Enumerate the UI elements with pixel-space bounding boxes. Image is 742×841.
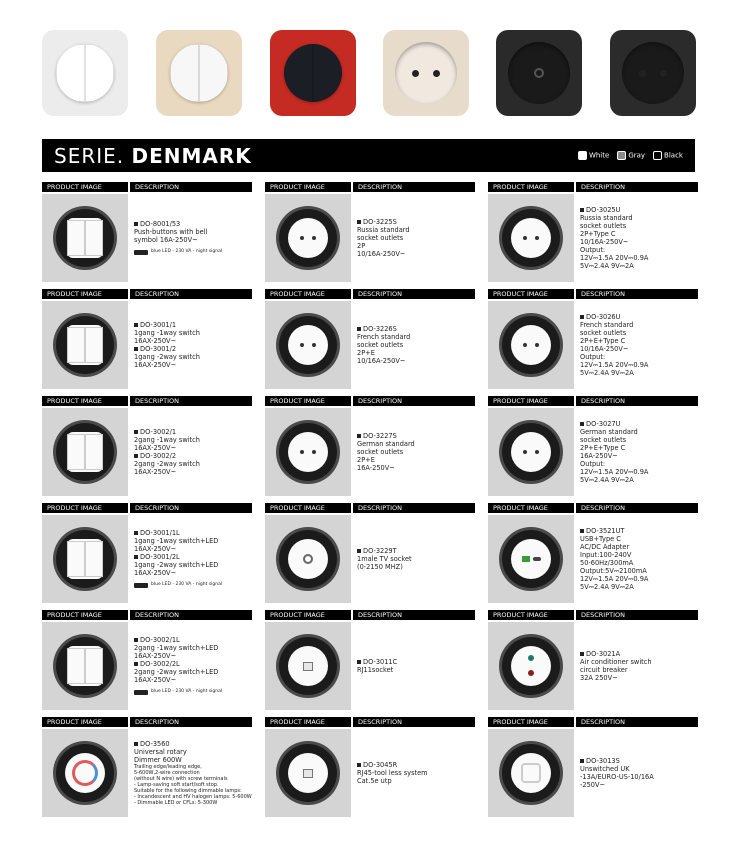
device-frame — [502, 423, 560, 481]
legend-white: White — [578, 151, 609, 160]
tv-plate — [288, 539, 328, 579]
product-image-header: PRODUCT IMAGE — [488, 289, 574, 299]
product-code: DO-3560 — [134, 740, 252, 748]
spec-line: 10/16A-250V~ — [580, 345, 629, 353]
product-code: DO-3001/2 — [134, 345, 252, 353]
spec-line: 2P — [357, 242, 366, 250]
spec-line: 12V⎓1.5A 20V⎓0.9A — [580, 575, 649, 583]
product-image-header: PRODUCT IMAGE — [488, 396, 574, 406]
usb-plate — [511, 539, 551, 579]
legend-gray: Gray — [617, 151, 645, 160]
description-header: DESCRIPTION — [353, 610, 475, 620]
description-header: DESCRIPTION — [576, 182, 698, 192]
spec-line: Output:5V⎓2100mA — [580, 567, 647, 575]
spec-detail: 5-600W,2-wire connection — [134, 770, 200, 776]
double-plate — [67, 218, 103, 258]
spec-line: 2P+Type C — [580, 230, 616, 238]
product-description — [580, 622, 698, 710]
dimmer-plate — [65, 753, 105, 793]
spec-line: German standard — [357, 440, 415, 448]
product-cell — [488, 396, 698, 496]
spec-line: 16A-250V~ — [357, 464, 395, 472]
spec-line: 2P+E+Type C — [580, 337, 626, 345]
description-header: DESCRIPTION — [130, 289, 252, 299]
spec-line: French standard — [357, 333, 411, 341]
product-code: DO-3521UT — [580, 527, 698, 535]
product-cell — [265, 182, 475, 282]
product-image — [265, 729, 351, 817]
product-code: DO-3002/1 — [134, 428, 252, 436]
product-cell — [488, 503, 698, 603]
product-image-header: PRODUCT IMAGE — [488, 717, 574, 727]
spec-line: Input:100-240V — [580, 551, 632, 559]
product-cell — [42, 717, 252, 817]
product-code: DO-3227S — [357, 432, 475, 440]
product-description — [357, 408, 475, 496]
spec-line: socket outlets — [357, 448, 404, 456]
spec-line: socket outlets — [357, 234, 404, 242]
socket-face — [395, 42, 457, 104]
spec-line: 50-60Hz/300mA — [580, 559, 634, 567]
spec-line: 12V⎓1.5A 20V⎓0.9A — [580, 361, 649, 369]
product-code: DO-3027U — [580, 420, 698, 428]
product-image-header: PRODUCT IMAGE — [42, 610, 128, 620]
product-cell — [265, 503, 475, 603]
spec-line: 16AX-250V~ — [134, 444, 177, 452]
spec-line: Russia standard — [580, 214, 633, 222]
product-code: DO-3045R — [357, 761, 475, 769]
product-description — [580, 515, 698, 603]
product-image — [488, 408, 574, 496]
double-plate — [67, 432, 103, 472]
product-description — [580, 194, 698, 282]
led-module-icon — [134, 690, 148, 695]
spec-line: 32A 250V~ — [580, 674, 618, 682]
tv-face — [508, 42, 570, 104]
product-image-header: PRODUCT IMAGE — [265, 396, 351, 406]
product-code: DO-3002/2 — [134, 452, 252, 460]
product-image-header: PRODUCT IMAGE — [42, 289, 128, 299]
product-code: DO-3011C — [357, 658, 475, 666]
black-socket-image — [610, 30, 696, 116]
product-image-header: PRODUCT IMAGE — [265, 182, 351, 192]
product-cell — [42, 396, 252, 496]
product-image-header: PRODUCT IMAGE — [42, 396, 128, 406]
description-header: DESCRIPTION — [576, 289, 698, 299]
spec-line: circuit breaker — [580, 666, 628, 674]
socket-plate — [511, 218, 551, 258]
socket-plate — [288, 325, 328, 365]
spec-line: Output: — [580, 460, 606, 468]
product-image — [265, 194, 351, 282]
beige-double-switch-image — [156, 30, 242, 116]
product-image — [42, 622, 128, 710]
description-header: DESCRIPTION — [353, 289, 475, 299]
product-image-header: PRODUCT IMAGE — [42, 182, 128, 192]
spec-line: 16AX-250V~ — [134, 676, 177, 684]
product-description — [134, 515, 252, 603]
spec-line: 16AX-250V~ — [134, 569, 177, 577]
spec-line: 10/16A-250V~ — [357, 357, 406, 365]
product-cell — [488, 289, 698, 389]
product-cell — [265, 610, 475, 710]
double-plate — [67, 325, 103, 365]
product-cell — [488, 182, 698, 282]
product-description — [134, 301, 252, 389]
spec-line: 16AX-250V~ — [134, 337, 177, 345]
spec-line: socket outlets — [580, 329, 627, 337]
product-image-header: PRODUCT IMAGE — [42, 717, 128, 727]
description-header: DESCRIPTION — [353, 717, 475, 727]
socket-plate — [288, 218, 328, 258]
description-header: DESCRIPTION — [576, 717, 698, 727]
spec-line: 2gang -1way switch — [134, 436, 200, 444]
socket-plate — [511, 432, 551, 472]
product-image-header: PRODUCT IMAGE — [488, 503, 574, 513]
led-module-icon — [134, 583, 148, 588]
device-frame — [56, 209, 114, 267]
color-legend — [578, 151, 683, 160]
description-header: DESCRIPTION — [353, 396, 475, 406]
spec-line: Push-buttons with bell — [134, 228, 208, 236]
product-image — [42, 194, 128, 282]
product-description — [357, 194, 475, 282]
description-header: DESCRIPTION — [130, 717, 252, 727]
spec-line: 2gang -1way switch+LED — [134, 644, 219, 652]
spec-line: socket outlets — [580, 222, 627, 230]
switch-face — [56, 44, 114, 102]
spec-line: 1gang -1way switch+LED — [134, 537, 219, 545]
series-title — [54, 144, 252, 168]
switch-face — [170, 44, 228, 102]
product-cell — [265, 717, 475, 817]
device-frame — [56, 744, 114, 802]
device-frame — [279, 316, 337, 374]
product-image-header: PRODUCT IMAGE — [265, 717, 351, 727]
product-code: DO-8001/53 — [134, 220, 252, 228]
description-header: DESCRIPTION — [353, 503, 475, 513]
product-code: DO-3013S — [580, 757, 698, 765]
led-note: blue LED - 230 VA - night signal — [134, 688, 252, 696]
spec-line: Output: — [580, 246, 606, 254]
device-frame — [279, 209, 337, 267]
device-frame — [279, 530, 337, 588]
product-code: DO-3002/1L — [134, 636, 252, 644]
product-image — [488, 622, 574, 710]
product-image-header: PRODUCT IMAGE — [265, 610, 351, 620]
product-description — [134, 194, 252, 282]
spec-line: 5V⎓2.4A 9V⎓2A — [580, 369, 634, 377]
product-code: DO-3001/1L — [134, 529, 252, 537]
black-tv-socket-image — [496, 30, 582, 116]
description-header: DESCRIPTION — [576, 610, 698, 620]
description-header: DESCRIPTION — [130, 182, 252, 192]
device-frame — [56, 530, 114, 588]
spec-line: USB+Type C — [580, 535, 621, 543]
device-frame — [502, 209, 560, 267]
spec-line: 1gang -1way switch — [134, 329, 200, 337]
product-image-header: PRODUCT IMAGE — [265, 289, 351, 299]
product-image — [42, 729, 128, 817]
spec-line: 16AX-250V~ — [134, 545, 177, 553]
spec-line: -13A/EURO-US-10/16A — [580, 773, 654, 781]
spec-line: 10/16A-250V~ — [357, 250, 406, 258]
socket-plate — [288, 432, 328, 472]
led-note: blue LED - 230 VA - night signal — [134, 248, 252, 256]
product-image — [488, 729, 574, 817]
spec-line: French standard — [580, 321, 634, 329]
product-description — [580, 408, 698, 496]
product-code: DO-3026U — [580, 313, 698, 321]
spec-line: Unswitched UK — [580, 765, 630, 773]
description-header: DESCRIPTION — [576, 396, 698, 406]
spec-line: 10/16A-250V~ — [580, 238, 629, 246]
spec-detail: Suitable for the following dimmable lamps: — [134, 788, 242, 794]
product-image-header: PRODUCT IMAGE — [265, 503, 351, 513]
device-frame — [502, 637, 560, 695]
series-prefix: SERIE. — [54, 143, 125, 168]
spec-line: 16AX-250V~ — [134, 652, 177, 660]
spec-line: 2P+E — [357, 456, 375, 464]
description-header: DESCRIPTION — [576, 503, 698, 513]
product-cell — [42, 610, 252, 710]
spec-line: AC/DC Adapter — [580, 543, 630, 551]
product-description — [357, 622, 475, 710]
product-image — [42, 408, 128, 496]
product-image — [265, 515, 351, 603]
spec-line: 2P+E+Type C — [580, 444, 626, 452]
product-image-header: PRODUCT IMAGE — [42, 503, 128, 513]
product-code: DO-3225S — [357, 218, 475, 226]
spec-detail: - Lamp-saving soft start/soft stop. — [134, 782, 219, 788]
product-description — [134, 622, 252, 710]
series-name: DENMARK — [131, 143, 252, 168]
product-cell — [42, 182, 252, 282]
device-frame — [502, 530, 560, 588]
spec-line: 16AX-250V~ — [134, 468, 177, 476]
product-cell — [42, 289, 252, 389]
rj-plate — [288, 753, 328, 793]
device-frame — [56, 316, 114, 374]
product-description — [357, 729, 475, 817]
device-frame — [56, 423, 114, 481]
spec-line: 1gang -2way switch+LED — [134, 561, 219, 569]
product-description — [134, 729, 252, 817]
double-plate — [67, 646, 103, 686]
switch-face — [284, 44, 342, 102]
device-frame — [279, 744, 337, 802]
product-image — [265, 622, 351, 710]
description-header: DESCRIPTION — [130, 503, 252, 513]
product-image-header: PRODUCT IMAGE — [488, 182, 574, 192]
socket-plate — [511, 325, 551, 365]
device-frame — [279, 423, 337, 481]
product-code: DO-3021A — [580, 650, 698, 658]
spec-line: symbol 16A-250V~ — [134, 236, 198, 244]
cream-socket-image — [383, 30, 469, 116]
led-module-icon — [134, 250, 148, 255]
product-cell — [265, 289, 475, 389]
device-frame — [279, 637, 337, 695]
spec-line: German standard — [580, 428, 638, 436]
product-image — [488, 515, 574, 603]
spec-line: 16AX-250V~ — [134, 361, 177, 369]
product-cell — [265, 396, 475, 496]
legend-black: Black — [653, 151, 683, 160]
product-image-header: PRODUCT IMAGE — [488, 610, 574, 620]
spec-line: Dimmer 600W — [134, 756, 182, 764]
product-code: DO-3229T — [357, 547, 475, 555]
spec-detail: (without N wire) with screw terminals — [134, 776, 228, 782]
double-plate — [67, 539, 103, 579]
product-code: DO-3226S — [357, 325, 475, 333]
spec-line: 12V⎓1.5A 20V⎓0.9A — [580, 468, 649, 476]
spec-line: Output: — [580, 353, 606, 361]
product-image — [265, 408, 351, 496]
spec-line: 5V⎓2.4A 9V⎓2A — [580, 476, 634, 484]
product-code: DO-3001/2L — [134, 553, 252, 561]
spec-line: Universal rotary — [134, 748, 187, 756]
spec-line: socket outlets — [580, 436, 627, 444]
spec-line: 16A-250V~ — [580, 452, 618, 460]
product-description — [580, 729, 698, 817]
product-image — [42, 301, 128, 389]
spec-line: (0-2150 MHZ) — [357, 563, 403, 571]
spec-detail: - Dimmable LED or CFLs: 5-300W — [134, 800, 218, 806]
spec-line: 1gang -2way switch — [134, 353, 200, 361]
product-code: DO-3002/2L — [134, 660, 252, 668]
series-banner — [42, 139, 695, 172]
spec-line: RJ45-tool less system — [357, 769, 428, 777]
white-double-switch-image — [42, 30, 128, 116]
product-image — [488, 194, 574, 282]
spec-line: 2P+E — [357, 349, 375, 357]
device-frame — [502, 316, 560, 374]
spec-line: 5V⎓2.4A 9V⎓2A — [580, 583, 634, 591]
spec-line: 2gang -2way switch — [134, 460, 200, 468]
spec-line: Air conditioner switch — [580, 658, 652, 666]
spec-line: socket outlets — [357, 341, 404, 349]
product-image — [42, 515, 128, 603]
product-cell — [488, 610, 698, 710]
spec-line: RJ11socket — [357, 666, 394, 674]
product-image — [265, 301, 351, 389]
universal-plate — [511, 753, 551, 793]
product-description — [357, 515, 475, 603]
product-description — [580, 301, 698, 389]
socket-face — [622, 42, 684, 104]
spec-line: Cat.5e utp — [357, 777, 392, 785]
led-note: blue LED - 230 VA - night signal — [134, 581, 252, 589]
red-black-switch-image — [270, 30, 356, 116]
spec-line: 5V⎓2.4A 9V⎓2A — [580, 262, 634, 270]
description-header: DESCRIPTION — [353, 182, 475, 192]
product-cell — [488, 717, 698, 817]
spec-line: -250V~ — [580, 781, 606, 789]
device-frame — [502, 744, 560, 802]
product-code: DO-3001/1 — [134, 321, 252, 329]
spec-line: Russia standard — [357, 226, 410, 234]
product-cell — [42, 503, 252, 603]
spec-detail: - Incandescent and HV halogen lamps: 5-600W — [134, 794, 252, 800]
spec-detail: Trailing edge/leading edge, — [134, 764, 202, 770]
product-description — [134, 408, 252, 496]
spec-line: 1male TV socket — [357, 555, 412, 563]
spec-line: 2gang -2way switch+LED — [134, 668, 219, 676]
product-code: DO-3025U — [580, 206, 698, 214]
spec-line: 12V⎓1.5A 20V⎓0.9A — [580, 254, 649, 262]
breaker-plate — [511, 646, 551, 686]
description-header: DESCRIPTION — [130, 610, 252, 620]
product-image — [488, 301, 574, 389]
product-description — [357, 301, 475, 389]
description-header: DESCRIPTION — [130, 396, 252, 406]
device-frame — [56, 637, 114, 695]
rj-plate — [288, 646, 328, 686]
